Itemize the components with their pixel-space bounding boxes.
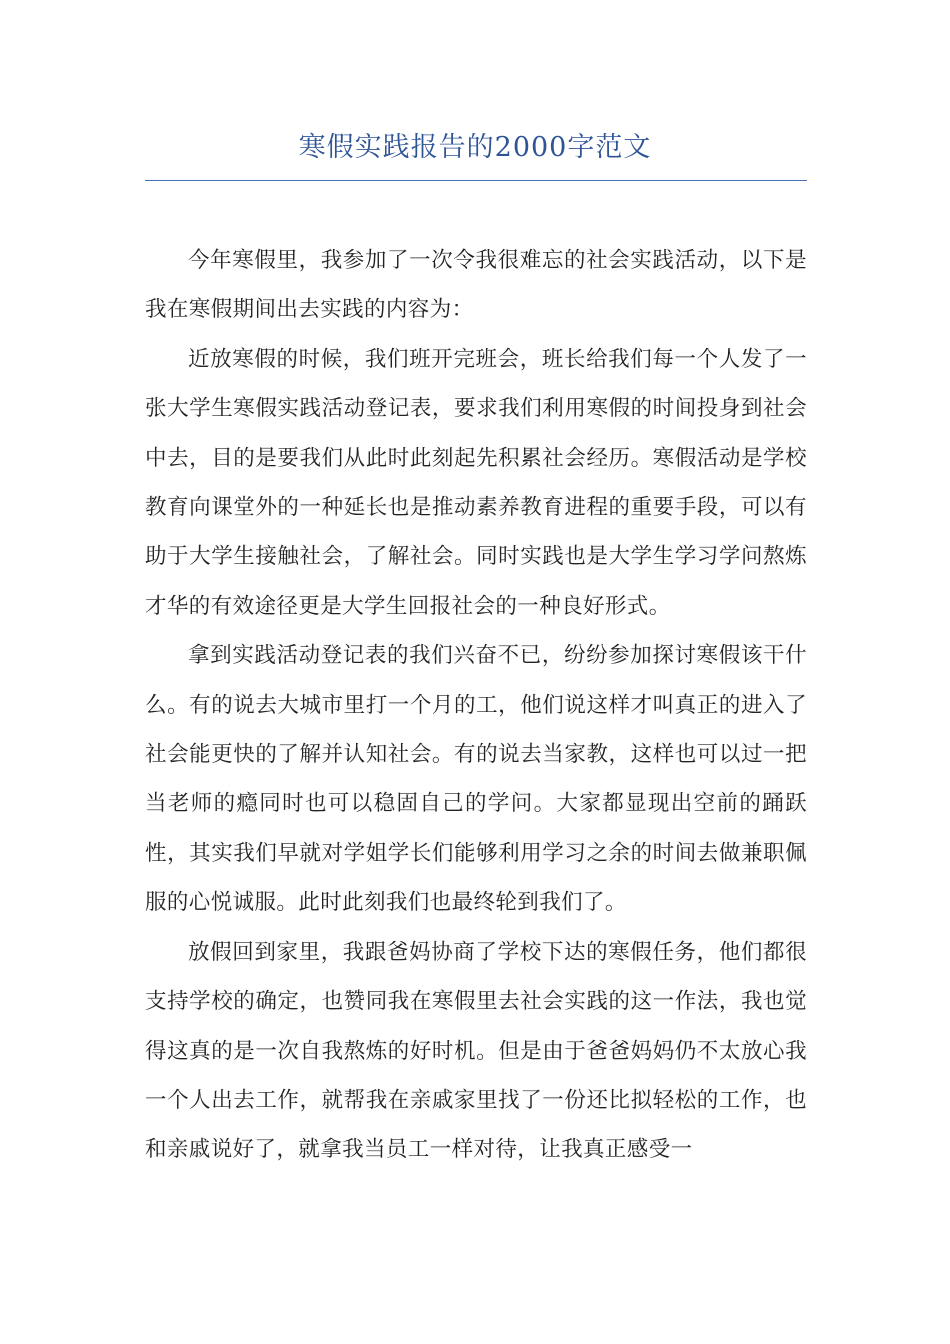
paragraph: 今年寒假里，我参加了一次令我很难忘的社会实践活动，以下是我在寒假期间出去实践的内容为： — [145, 248, 807, 323]
paragraph: 近放寒假的时候，我们班开完班会，班长给我们每一个人发了一张大学生寒假实践活动登记表，要求我们利用寒假的时间投身到社会中去，目的是要我们从此时此刻起先积累社会经历。寒假活动是学校教育向课堂外的一种延长也是推动素养教育进程的重要手段，可以有助于大学生接触社会，了解社会。同时实践也是大学生学习学问熬炼才华的有效途径更是大学生回报社会的一种良好形式。 — [145, 346, 807, 619]
paragraph: 拿到实践活动登记表的我们兴奋不已，纷纷参加探讨寒假该干什么。有的说去大城市里打一个月的工，他们说这样才叫真正的进入了社会能更快的了解并认知社会。有的说去当家教，这样也可以过一把当老师的瘾同时也可以稳固自己的学问。大家都显现出空前的踊跃性，其实我们早就对学姐学长们能够利用学习之余的时间去做兼职佩服的心悦诚服。此时此刻我们也最终轮到我们了。 — [145, 643, 807, 916]
paragraph: 放假回到家里，我跟爸妈协商了学校下达的寒假任务，他们都很支持学校的确定，也赞同我在寒假里去社会实践的这一作法，我也觉得这真的是一次自我熬炼的好时机。但是由于爸爸妈妈仍不太放心我一个人出去工作，就帮我在亲戚家里找了一份还比拟轻松的工作，也和亲戚说好了，就拿我当员工一样对待，让我真正感受一 — [145, 939, 807, 1163]
document-title: 寒假实践报告的2000字范文 — [298, 132, 652, 163]
title-underline — [145, 180, 807, 181]
document-body — [145, 236, 807, 1175]
